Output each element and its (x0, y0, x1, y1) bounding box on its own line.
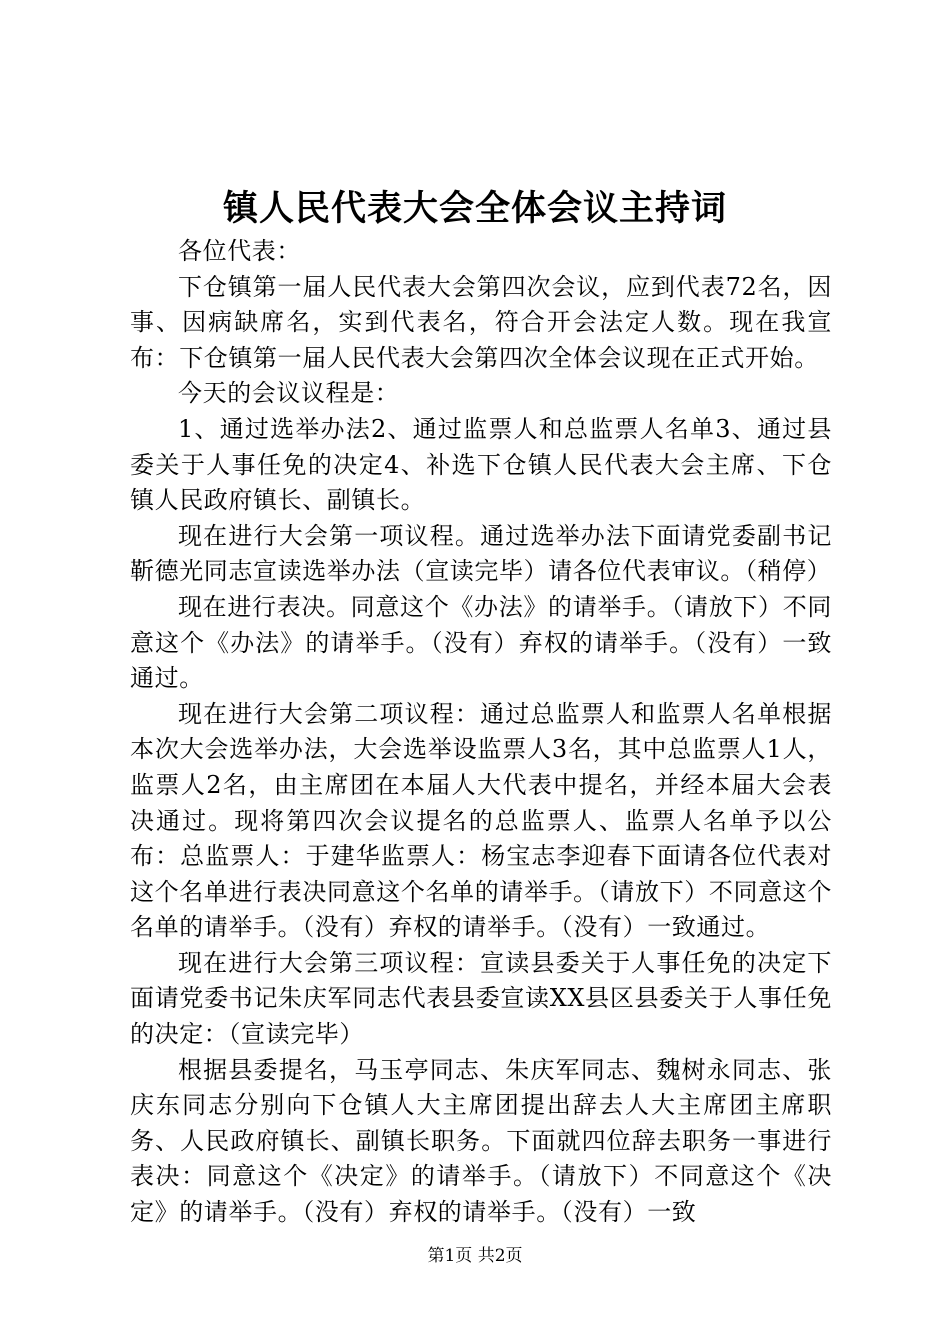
paragraph-agenda-heading: 今天的会议议程是： (178, 379, 400, 408)
paragraph-item-three: 现在进行大会第三项议程：宣读县委关于人事任免的决定下面请党委书记朱庆军同志代表县委宣读XX县区县委关于人事任免的决定：（宣读完毕） (130, 948, 832, 1049)
document-title: 镇人民代表大会全体会议主持词 (222, 188, 727, 229)
document-body (130, 234, 832, 1231)
paragraph-resignation: 根据县委提名，马玉亭同志、朱庆军同志、魏树永同志、张庆东同志分别向下仓镇人大主席团提出辞去人大主席团主席职务、人民政府镇长、副镇长职务。下面就四位辞去职务一事进行表决：同意这个《决定》的请举手。（请放下）不同意这个《决定》的请举手。（没有）弃权的请举手。（没有）一致 (130, 1055, 832, 1227)
paragraph-agenda-items: 1、通过选举办法2、通过监票人和总监票人名单3、通过县委关于人事任免的决定4、补选下仓镇人民代表大会主席、下仓镇人民政府镇长、副镇长。 (130, 414, 832, 515)
page-footer: 第1页 共2页 (427, 1246, 523, 1266)
paragraph-vote-one: 现在进行表决。同意这个《办法》的请举手。（请放下）不同意这个《办法》的请举手。（没有）弃权的请举手。（没有）一致通过。 (130, 592, 832, 693)
paragraph-opening: 下仓镇第一届人民代表大会第四次会议，应到代表72名，因事、因病缺席名，实到代表名，符合开会法定人数。现在我宣布：下仓镇第一届人民代表大会第四次全体会议现在正式开始。 (130, 272, 832, 372)
paragraph-salutation: 各位代表： (178, 237, 301, 265)
paragraph-item-one: 现在进行大会第一项议程。通过选举办法下面请党委副书记靳德光同志宣读选举办法（宣读完毕）请各位代表审议。（稍停） (130, 521, 832, 586)
paragraph-item-two: 现在进行大会第二项议程：通过总监票人和监票人名单根据本次大会选举办法，大会选举设监票人3名，其中总监票人1人，监票人2名，由主席团在本届人大代表中提名，并经本届大会表决通过。现将第四次会议提名的总监票人、监票人名单予以公布：总监票人：于建华监票人：杨宝志李迎春下面请各位代表对这个名单进行表决同意这个名单的请举手。（请放下）不同意这个名单的请举手。（没有）弃权的请举手。（没有）一致通过。 (130, 699, 832, 942)
